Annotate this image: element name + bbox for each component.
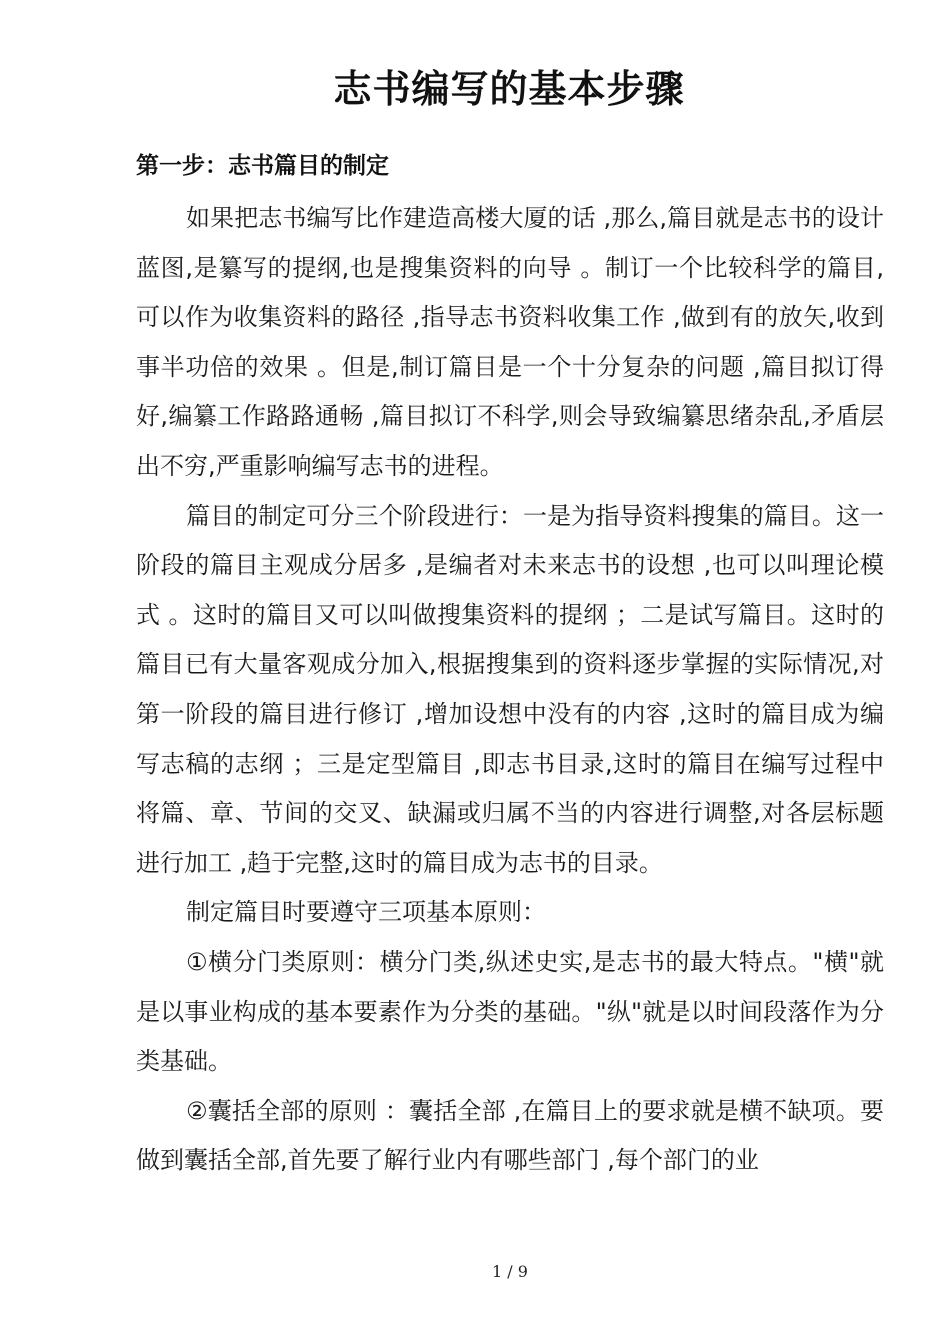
paragraph-4: ①横分门类原则：横分门类,纵述史实,是志书的最大特点。"横"就是以事业构成的基本要素作为分类的基础。"纵"就是以时间段落作为分类基础。: [136, 947, 884, 1076]
paragraph-5: ②囊括全部的原则 ：囊括全部 ,在篇目上的要求就是横不缺项。要做到囊括全部,首先要了解行业内有哪些部门 ,每个部门的业: [136, 1096, 884, 1175]
paragraph-3: 制定篇目时要遵守三项基本原则：: [186, 898, 546, 927]
page-number: 1 / 9: [492, 1262, 528, 1281]
document-title: 志书编写的基本步骤: [333, 67, 685, 111]
section-heading: 第一步：志书篇目的制定: [136, 153, 389, 179]
paragraph-2: 篇目的制定可分三个阶段进行：一是为指导资料搜集的篇目。这一阶段的篇目主观成分居多 ,是编者对未来志书的设想 ,也可以叫理论模式 。这时的篇目又可以叫做搜集资料的提纲 ；二是试写篇目。这时的篇目已有大量客观成分加入,根据搜集到的资料逐步掌握的实际情况,对第一阶段的篇目进行修订 ,增加设想中没有的内容 ,这时的篇目成为编写志稿的志纲 ；三是定型篇目 ,即志书目录,这时的篇目在编写过程中将篇、章、节间的交叉、缺漏或归属不当的内容进行调整,对各层标题进行加工 ,趋于完整,这时的篇目成为志书的目录。: [136, 501, 884, 877]
paragraph-1: 如果把志书编写比作建造高楼大厦的话 ,那么,篇目就是志书的设计蓝图,是纂写的提纲,也是搜集资料的向导 。制订一个比较科学的篇目,可以作为收集资料的路径 ,指导志书资料收集工作 ,做到有的放矢,收到事半功倍的效果 。但是,制订篇目是一个十分复杂的问题 ,篇目拟订得好,编纂工作路路通畅 ,篇目拟订不科学,则会导致编纂思绪杂乱,矛盾层出不穷,严重影响编写志书的进程。: [136, 204, 884, 480]
body-text: [136, 194, 884, 1186]
